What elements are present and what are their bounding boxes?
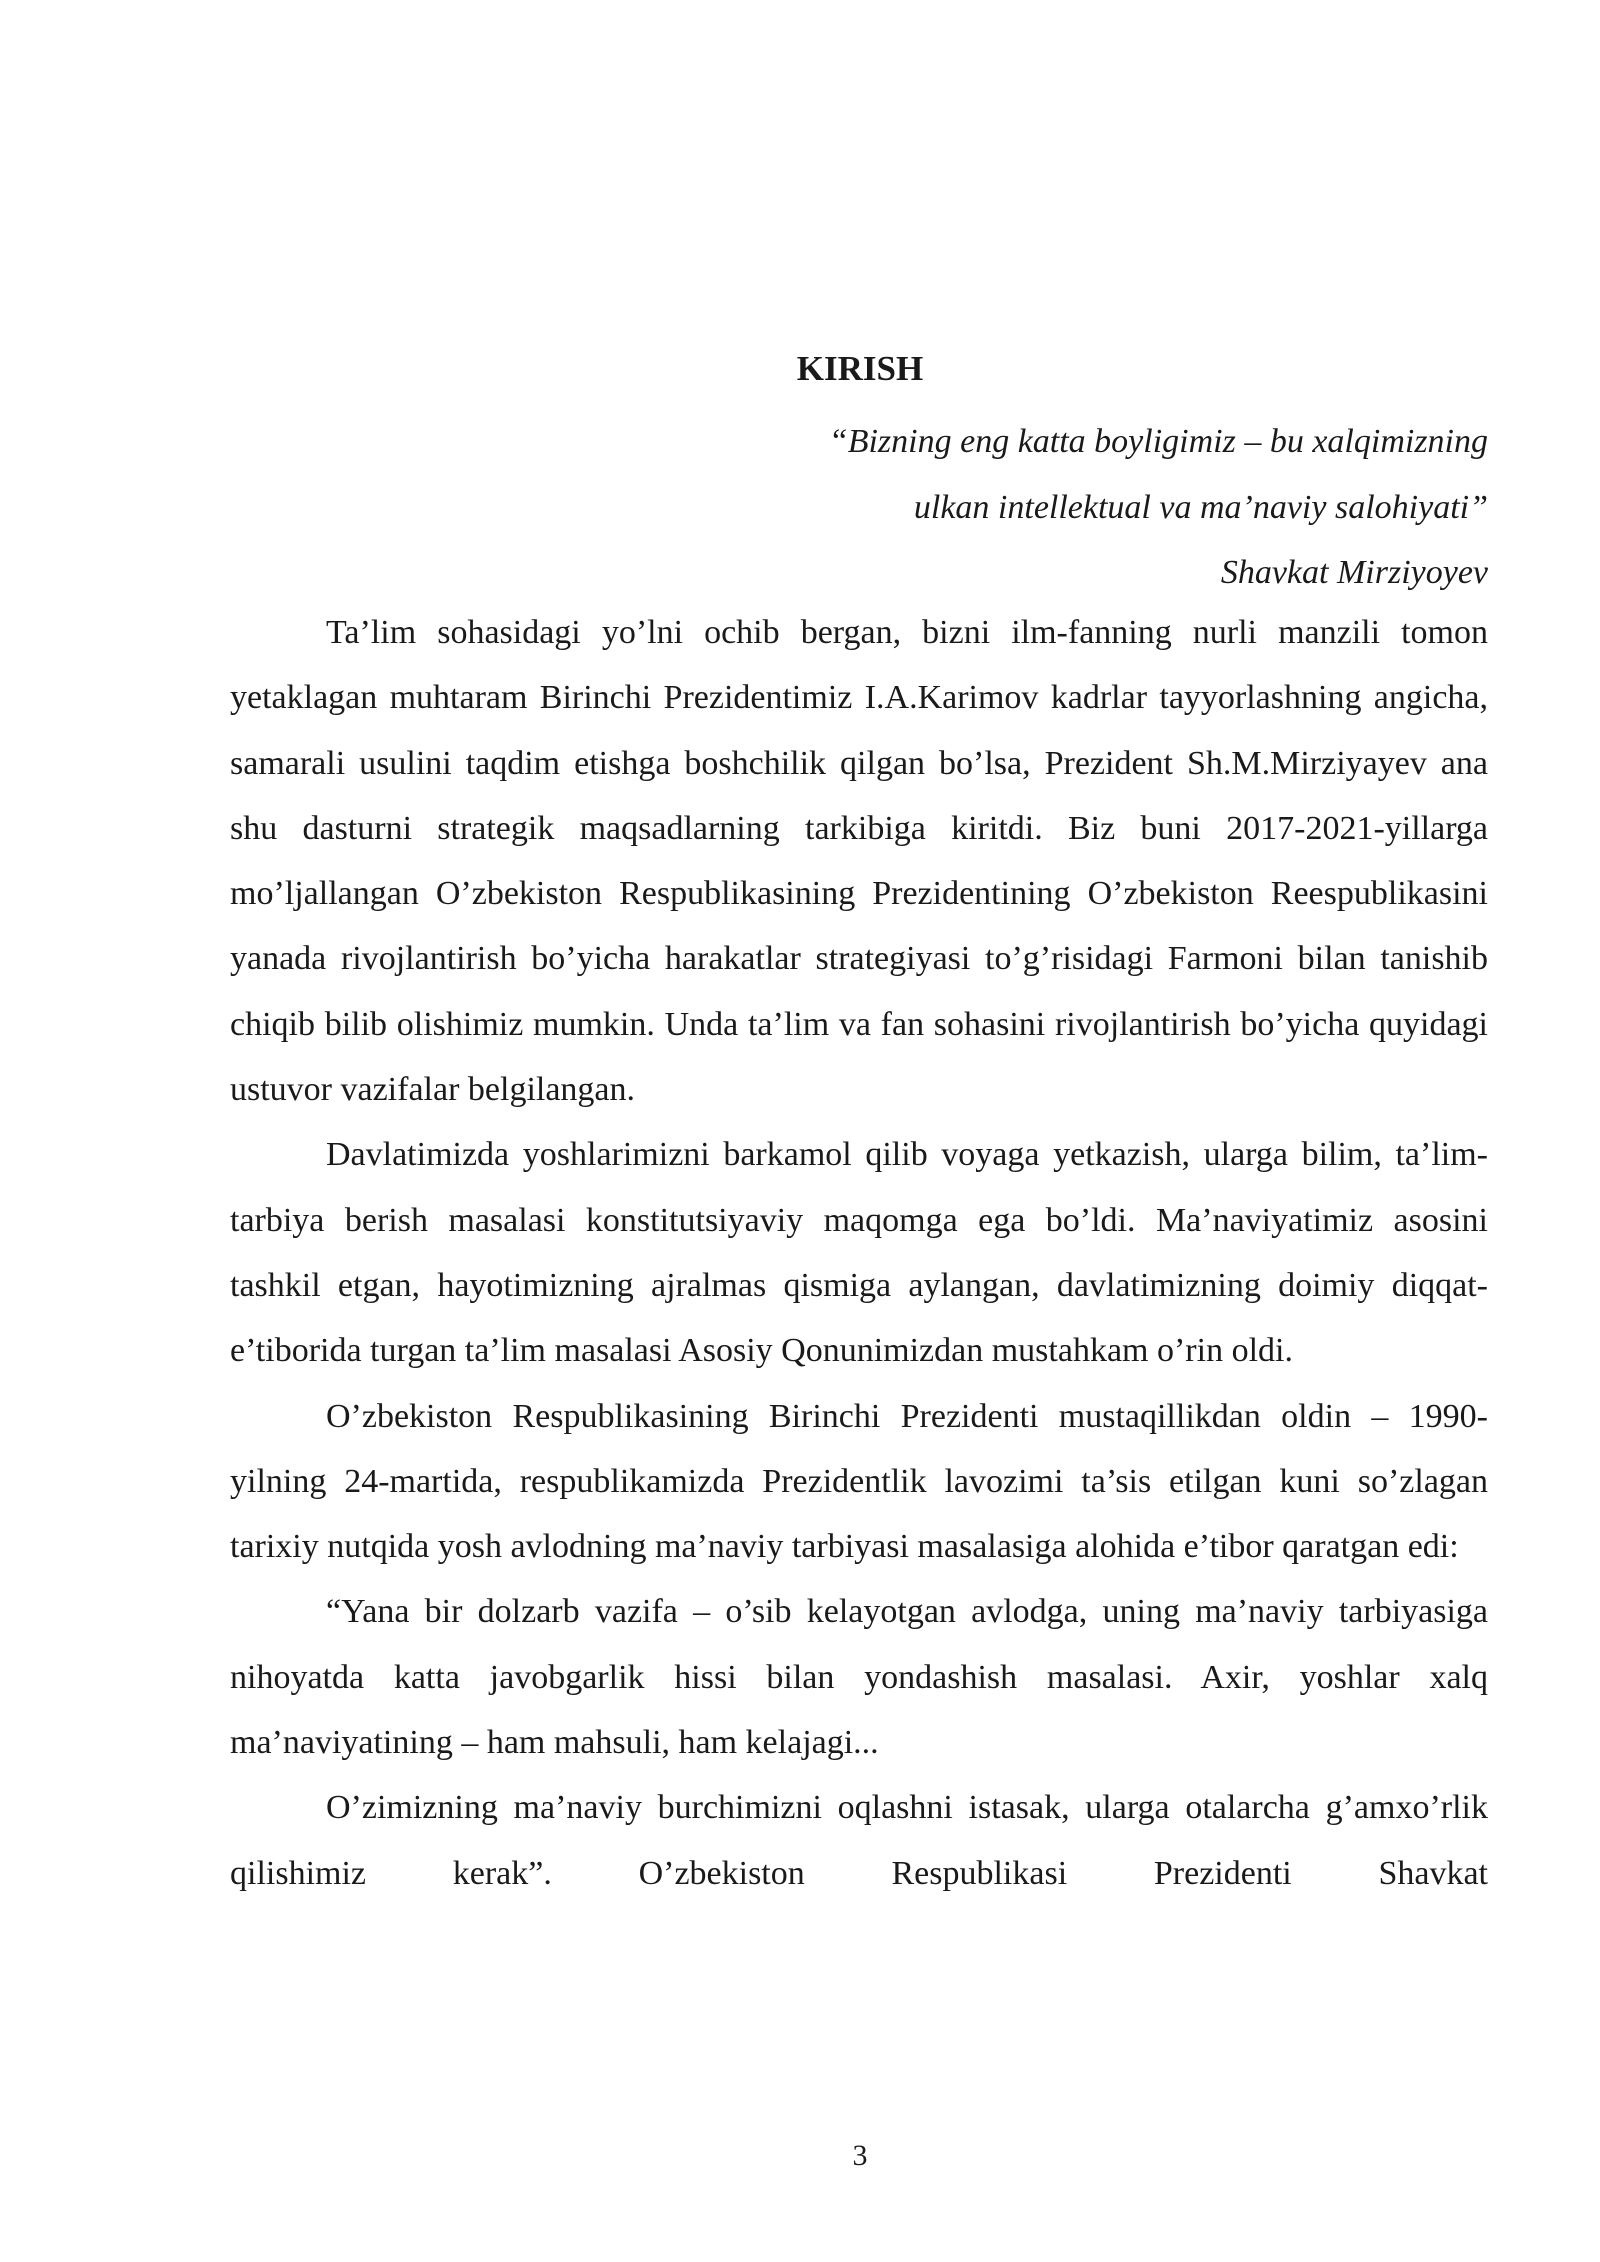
- paragraph: Davlatimizda yoshlarimizni barkamol qilib voyaga yetkazish, ularga bilim, ta’lim-tarbiya berish masalasi konstitutsiyaviy maqomga ega bo’ldi. Ma’naviyatimiz asosini tashkil etgan, hayotimizning ajralmas qismiga aylangan, davlatimizning doimiy diqqat-e’tiborida turgan ta’lim masalasi Asosiy Qonunimizdan mustahkam o’rin oldi.: [230, 1136, 1488, 1370]
- body-text: [230, 600, 1488, 1906]
- paragraph: O’zbekiston Respublikasining Birinchi Prezidenti mustaqillikdan oldin – 1990-yilning 24-martida, respublikamizda Prezidentlik lavozimi ta’sis etilgan kuni so’zlagan tarixiy nutqida yosh avlodning ma’naviy tarbiyasi masalasiga alohida e’tibor qaratgan edi:: [230, 1397, 1488, 1566]
- paragraph: O’zimizning ma’naviy burchimizni oqlashni istasak, ularga otalarcha g’amxo’rlik qilishimiz kerak”. O’zbekiston Respublikasi Prezidenti Shavkat: [230, 1789, 1488, 1892]
- section-heading: KIRISH: [796, 349, 924, 388]
- epigraph-author: Shavkat Mirziyoyev: [1220, 554, 1488, 591]
- epigraph: [488, 409, 1488, 606]
- paragraph: “Yana bir dolzarb vazifa – o’sib kelayotgan avlodga, uning ma’naviy tarbiyasiga nihoyatda katta javobgarlik hissi bilan yondashish masalasi. Axir, yoshlar xalq ma’naviyatining – ham mahsuli, ham kelajagi...: [230, 1593, 1488, 1762]
- epigraph-line-1: “Bizning eng katta boyligimiz – bu xalqimizning: [828, 423, 1488, 460]
- paragraph: Ta’lim sohasidagi yo’lni ochib bergan, bizni ilm-fanning nurli manzili tomon yetaklagan muhtaram Birinchi Prezidentimiz I.A.Karimov kadrlar tayyorlashning angicha, samarali usulini taqdim etishga boshchilik qilgan bo’lsa, Prezident Sh.M.Mirziyayev ana shu dasturni strategik maqsadlarning tarkibiga kiritdi. Biz buni 2017-2021-yillarga mo’ljallangan O’zbekiston Respublikasining Prezidentining O’zbekiston Reespublikasini yanada rivojlantirish bo’yicha harakatlar strategiyasi to’g’risidagi Farmoni bilan tanishib chiqib bilib olishimiz mumkin. Unda ta’lim va fan sohasini rivojlantirish bo’yicha quyidagi ustuvor vazifalar belgilangan.: [230, 614, 1488, 1109]
- epigraph-line-2: ulkan intellektual va ma’naviy salohiyati”: [913, 488, 1488, 526]
- page-number: 3: [852, 2139, 868, 2172]
